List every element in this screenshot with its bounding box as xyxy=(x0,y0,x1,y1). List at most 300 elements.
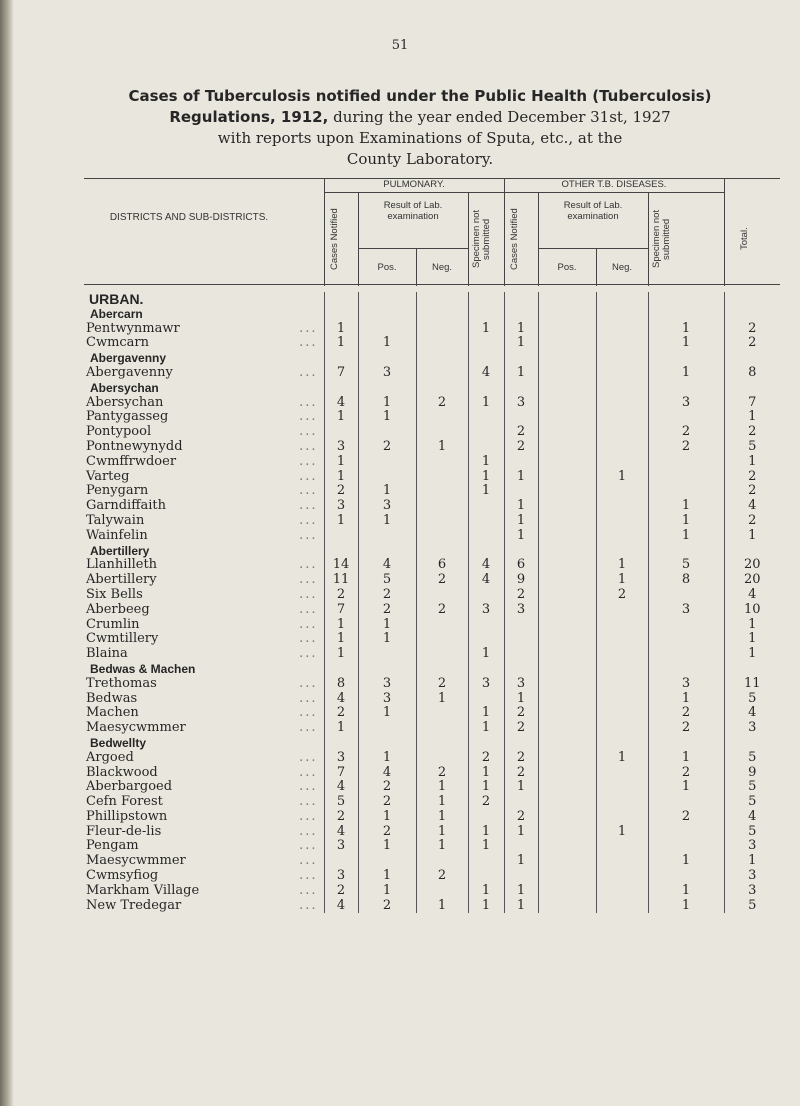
district-name: Pentwynmawr xyxy=(86,321,180,336)
pul-neg-cell xyxy=(416,721,468,736)
pul-specimen-cell xyxy=(468,869,504,884)
total-cell: 4 xyxy=(724,706,780,721)
total-cell: 2 xyxy=(724,470,780,485)
district-name: Cwmsyfiog xyxy=(86,869,159,884)
pul-specimen-cell: 4 xyxy=(468,558,504,573)
leader-dots: ... xyxy=(299,750,318,765)
pul-neg-cell xyxy=(416,470,468,485)
oth-specimen-cell xyxy=(648,647,724,662)
oth-pos-cell xyxy=(538,647,596,662)
oth-neg-header: Neg. xyxy=(611,262,633,273)
pul-neg-cell: 1 xyxy=(416,825,468,840)
leader-dots: ... xyxy=(299,883,318,898)
table-row xyxy=(84,869,780,884)
pul-neg-cell: 1 xyxy=(416,780,468,795)
section-heading: Bedwas & Machen xyxy=(90,661,196,676)
total-cell: 10 xyxy=(724,603,780,618)
pul-specimen-cell: 2 xyxy=(468,795,504,810)
pul-cases-cell: 4 xyxy=(324,692,358,707)
leader-dots: ... xyxy=(299,336,318,351)
pul-cases-cell: 4 xyxy=(324,396,358,411)
pul-cases-cell: 3 xyxy=(324,869,358,884)
table-row xyxy=(84,366,780,381)
oth-specimen-cell: 1 xyxy=(648,899,724,914)
other-tb-header: OTHER T.B. DISEASES. xyxy=(561,179,667,190)
total-cell: 5 xyxy=(724,692,780,707)
pul-specimen-header: Specimen not submitted xyxy=(471,209,492,269)
pul-pos-cell: 1 xyxy=(358,839,416,854)
oth-neg-cell xyxy=(596,795,648,810)
leader-dots: ... xyxy=(299,706,318,721)
oth-cases-cell: 2 xyxy=(504,706,538,721)
pul-neg-cell xyxy=(416,647,468,662)
oth-neg-cell xyxy=(596,854,648,869)
section-row xyxy=(84,381,780,396)
pul-pos-cell xyxy=(358,529,416,544)
tuberculosis-table xyxy=(84,292,780,913)
oth-specimen-cell: 8 xyxy=(648,573,724,588)
pul-cases-cell: 2 xyxy=(324,706,358,721)
oth-neg-cell xyxy=(596,647,648,662)
oth-specimen-cell xyxy=(648,632,724,647)
pul-neg-cell xyxy=(416,618,468,633)
oth-cases-cell: 1 xyxy=(504,780,538,795)
oth-neg-cell: 1 xyxy=(596,825,648,840)
oth-pos-cell xyxy=(538,322,596,337)
pul-pos-header: Pos. xyxy=(377,262,397,273)
oth-neg-cell xyxy=(596,514,648,529)
table-row xyxy=(84,884,780,899)
table-row xyxy=(84,839,780,854)
oth-specimen-cell xyxy=(648,618,724,633)
oth-cases-cell: 1 xyxy=(504,899,538,914)
pul-specimen-cell: 1 xyxy=(468,839,504,854)
leader-dots: ... xyxy=(299,365,318,380)
pul-specimen-cell xyxy=(468,529,504,544)
pul-pos-cell: 4 xyxy=(358,558,416,573)
oth-specimen-cell: 1 xyxy=(648,366,724,381)
table-row xyxy=(84,766,780,781)
pul-cases-cell: 3 xyxy=(324,839,358,854)
district-name: Pontnewynydd xyxy=(86,439,183,454)
oth-neg-cell xyxy=(596,839,648,854)
table-row xyxy=(84,322,780,337)
total-cell: 1 xyxy=(724,618,780,633)
pul-cases-cell: 7 xyxy=(324,766,358,781)
district-name: Talywain xyxy=(86,513,145,528)
oth-neg-cell xyxy=(596,484,648,499)
oth-specimen-cell xyxy=(648,825,724,840)
district-name: Argoed xyxy=(86,750,134,765)
leader-dots: ... xyxy=(299,439,318,454)
district-name: Markham Village xyxy=(86,883,200,898)
oth-specimen-cell: 3 xyxy=(648,677,724,692)
oth-cases-cell xyxy=(504,618,538,633)
oth-specimen-cell: 3 xyxy=(648,603,724,618)
leader-dots: ... xyxy=(299,513,318,528)
table-row xyxy=(84,410,780,425)
pul-pos-cell xyxy=(358,721,416,736)
pul-pos-cell: 1 xyxy=(358,810,416,825)
district-name: Cwmcarn xyxy=(86,336,150,351)
title-line-1: Cases of Tuberculosis notified under the Public Health (Tuberculosis) xyxy=(128,87,712,105)
district-name: Aberbeeg xyxy=(86,602,150,617)
pul-cases-cell: 2 xyxy=(324,588,358,603)
oth-pos-header: Pos. xyxy=(557,262,577,273)
leader-dots: ... xyxy=(299,410,318,425)
oth-cases-cell xyxy=(504,632,538,647)
pul-pos-cell: 3 xyxy=(358,692,416,707)
table-row xyxy=(84,795,780,810)
total-cell: 2 xyxy=(724,322,780,337)
oth-pos-cell xyxy=(538,884,596,899)
pul-neg-cell xyxy=(416,632,468,647)
oth-specimen-cell: 1 xyxy=(648,514,724,529)
leader-dots: ... xyxy=(299,632,318,647)
pul-neg-cell xyxy=(416,884,468,899)
pul-pos-cell: 2 xyxy=(358,825,416,840)
district-name: Wainfelin xyxy=(86,528,148,543)
table-row xyxy=(84,529,780,544)
section-row xyxy=(84,662,780,677)
table-header xyxy=(84,178,780,286)
oth-neg-cell: 1 xyxy=(596,470,648,485)
oth-specimen-cell: 1 xyxy=(648,529,724,544)
section-heading: URBAN. xyxy=(89,292,144,307)
leader-dots: ... xyxy=(299,558,318,573)
oth-pos-cell xyxy=(538,795,596,810)
pul-pos-cell: 2 xyxy=(358,780,416,795)
pul-pos-cell: 2 xyxy=(358,603,416,618)
total-cell: 5 xyxy=(724,825,780,840)
pul-pos-cell xyxy=(358,647,416,662)
oth-cases-cell: 6 xyxy=(504,558,538,573)
section-row xyxy=(84,544,780,559)
oth-cases-cell xyxy=(504,869,538,884)
pul-specimen-cell: 1 xyxy=(468,396,504,411)
district-name: Penygarn xyxy=(86,484,149,499)
pul-neg-cell xyxy=(416,336,468,351)
oth-pos-cell xyxy=(538,558,596,573)
district-name: Pengam xyxy=(86,839,139,854)
leader-dots: ... xyxy=(299,484,318,499)
pul-specimen-cell: 1 xyxy=(468,455,504,470)
pul-pos-cell: 5 xyxy=(358,573,416,588)
oth-neg-cell: 1 xyxy=(596,573,648,588)
pul-neg-cell xyxy=(416,410,468,425)
pul-cases-cell: 1 xyxy=(324,514,358,529)
oth-specimen-cell xyxy=(648,588,724,603)
pul-specimen-cell xyxy=(468,692,504,707)
oth-pos-cell xyxy=(538,573,596,588)
oth-cases-cell: 3 xyxy=(504,603,538,618)
pul-specimen-cell xyxy=(468,425,504,440)
total-cell: 5 xyxy=(724,780,780,795)
pul-cases-cell: 4 xyxy=(324,825,358,840)
oth-pos-cell xyxy=(538,618,596,633)
oth-neg-cell xyxy=(596,336,648,351)
district-name: Bedwas xyxy=(86,691,138,706)
pulmonary-header: PULMONARY. xyxy=(383,179,445,190)
pul-specimen-cell: 1 xyxy=(468,899,504,914)
pul-neg-cell xyxy=(416,499,468,514)
oth-neg-cell xyxy=(596,780,648,795)
table-row xyxy=(84,632,780,647)
oth-specimen-cell: 1 xyxy=(648,884,724,899)
oth-pos-cell xyxy=(538,854,596,869)
oth-pos-cell xyxy=(538,529,596,544)
total-cell: 20 xyxy=(724,573,780,588)
oth-pos-cell xyxy=(538,632,596,647)
oth-cases-cell xyxy=(504,795,538,810)
oth-neg-cell xyxy=(596,322,648,337)
oth-specimen-cell: 2 xyxy=(648,425,724,440)
leader-dots: ... xyxy=(299,795,318,810)
pul-cases-cell: 3 xyxy=(324,440,358,455)
district-name: Varteg xyxy=(86,469,130,484)
district-name: Blaina xyxy=(86,647,128,662)
table-row xyxy=(84,706,780,721)
table-row xyxy=(84,603,780,618)
leader-dots: ... xyxy=(299,854,318,869)
table-row xyxy=(84,484,780,499)
table-row xyxy=(84,588,780,603)
table-row xyxy=(84,455,780,470)
oth-neg-cell xyxy=(596,632,648,647)
oth-specimen-cell: 1 xyxy=(648,854,724,869)
district-name: Pontypool xyxy=(86,425,152,440)
leader-dots: ... xyxy=(299,425,318,440)
leader-dots: ... xyxy=(299,587,318,602)
district-name: New Tredegar xyxy=(86,898,182,913)
pul-specimen-cell: 1 xyxy=(468,470,504,485)
total-cell: 4 xyxy=(724,499,780,514)
section-heading: Abertillery xyxy=(90,543,150,558)
oth-neg-cell: 2 xyxy=(596,588,648,603)
oth-neg-cell: 1 xyxy=(596,558,648,573)
district-name: Abersychan xyxy=(86,395,164,410)
pul-pos-cell: 1 xyxy=(358,706,416,721)
pul-cases-cell: 2 xyxy=(324,810,358,825)
oth-neg-cell xyxy=(596,706,648,721)
oth-specimen-cell: 1 xyxy=(648,780,724,795)
pul-specimen-cell: 1 xyxy=(468,322,504,337)
table-row xyxy=(84,440,780,455)
table-row xyxy=(84,899,780,914)
oth-cases-cell xyxy=(504,484,538,499)
pul-neg-header: Neg. xyxy=(431,262,453,273)
pul-specimen-cell: 1 xyxy=(468,706,504,721)
oth-specimen-cell xyxy=(648,795,724,810)
oth-specimen-cell: 2 xyxy=(648,440,724,455)
pul-cases-cell: 11 xyxy=(324,573,358,588)
pul-neg-cell: 1 xyxy=(416,899,468,914)
total-cell: 1 xyxy=(724,854,780,869)
pul-neg-cell: 2 xyxy=(416,677,468,692)
total-cell: 9 xyxy=(724,766,780,781)
oth-result-header: Result of Lab. examination xyxy=(563,200,623,222)
total-cell: 3 xyxy=(724,839,780,854)
total-cell: 11 xyxy=(724,677,780,692)
oth-neg-cell xyxy=(596,425,648,440)
oth-specimen-cell xyxy=(648,410,724,425)
oth-cases-cell: 2 xyxy=(504,766,538,781)
total-cell: 1 xyxy=(724,455,780,470)
leader-dots: ... xyxy=(299,824,318,839)
pul-cases-cell: 1 xyxy=(324,618,358,633)
oth-specimen-cell xyxy=(648,455,724,470)
oth-cases-cell xyxy=(504,839,538,854)
leader-dots: ... xyxy=(299,765,318,780)
pul-specimen-cell: 1 xyxy=(468,766,504,781)
table-row xyxy=(84,780,780,795)
oth-cases-cell xyxy=(504,410,538,425)
pul-pos-cell: 1 xyxy=(358,396,416,411)
pul-specimen-cell: 1 xyxy=(468,825,504,840)
pul-cases-cell: 1 xyxy=(324,647,358,662)
district-name: Cefn Forest xyxy=(86,795,163,810)
oth-specimen-cell: 1 xyxy=(648,751,724,766)
pul-pos-cell: 1 xyxy=(358,751,416,766)
oth-cases-cell: 1 xyxy=(504,884,538,899)
page-edge-shadow xyxy=(0,0,14,1106)
oth-pos-cell xyxy=(538,899,596,914)
total-cell: 2 xyxy=(724,514,780,529)
oth-specimen-cell: 1 xyxy=(648,499,724,514)
oth-pos-cell xyxy=(538,588,596,603)
oth-neg-cell xyxy=(596,810,648,825)
oth-cases-cell: 3 xyxy=(504,677,538,692)
leader-dots: ... xyxy=(299,721,318,736)
pul-pos-cell: 2 xyxy=(358,588,416,603)
pul-specimen-cell xyxy=(468,514,504,529)
title-line-4: County Laboratory. xyxy=(346,150,494,168)
district-name: Trethomas xyxy=(86,676,157,691)
pul-neg-cell xyxy=(416,529,468,544)
oth-pos-cell xyxy=(538,514,596,529)
oth-neg-cell xyxy=(596,618,648,633)
oth-specimen-cell xyxy=(648,869,724,884)
pul-cases-cell: 1 xyxy=(324,410,358,425)
district-name: Six Bells xyxy=(86,587,143,602)
district-name: Garndiffaith xyxy=(86,499,166,514)
leader-dots: ... xyxy=(299,691,318,706)
pul-cases-cell: 4 xyxy=(324,899,358,914)
title-line-2-bold: Regulations, 1912, xyxy=(169,108,329,126)
oth-cases-cell: 2 xyxy=(504,810,538,825)
pul-specimen-cell xyxy=(468,618,504,633)
total-cell: 2 xyxy=(724,425,780,440)
oth-neg-cell xyxy=(596,455,648,470)
pul-cases-cell: 1 xyxy=(324,721,358,736)
district-name: Machen xyxy=(86,706,139,721)
page-title xyxy=(40,86,800,170)
total-cell: 5 xyxy=(724,440,780,455)
pul-pos-cell: 1 xyxy=(358,632,416,647)
section-row xyxy=(84,351,780,366)
oth-pos-cell xyxy=(538,425,596,440)
oth-specimen-cell: 2 xyxy=(648,766,724,781)
pul-pos-cell xyxy=(358,425,416,440)
oth-pos-cell xyxy=(538,484,596,499)
section-heading: Abersychan xyxy=(90,380,159,395)
pul-cases-cell xyxy=(324,854,358,869)
district-name: Maesycwmmer xyxy=(86,721,186,736)
table-row xyxy=(84,396,780,411)
pul-specimen-cell: 3 xyxy=(468,603,504,618)
oth-pos-cell xyxy=(538,470,596,485)
district-name: Cwmtillery xyxy=(86,632,159,647)
district-name: Fleur-de-lis xyxy=(86,824,162,839)
oth-cases-cell: 2 xyxy=(504,588,538,603)
district-name: Crumlin xyxy=(86,617,140,632)
pul-specimen-cell xyxy=(468,440,504,455)
leader-dots: ... xyxy=(299,647,318,662)
oth-pos-cell xyxy=(538,839,596,854)
pul-neg-cell xyxy=(416,366,468,381)
oth-specimen-cell xyxy=(648,839,724,854)
oth-neg-cell xyxy=(596,869,648,884)
oth-pos-cell xyxy=(538,677,596,692)
oth-specimen-header: Specimen not submitted xyxy=(651,209,672,269)
pul-specimen-cell xyxy=(468,810,504,825)
pul-pos-cell: 2 xyxy=(358,899,416,914)
pul-neg-cell: 1 xyxy=(416,440,468,455)
total-cell: 4 xyxy=(724,810,780,825)
pul-neg-cell xyxy=(416,425,468,440)
leader-dots: ... xyxy=(299,839,318,854)
total-cell: 5 xyxy=(724,899,780,914)
oth-specimen-cell: 1 xyxy=(648,336,724,351)
pul-neg-cell: 6 xyxy=(416,558,468,573)
oth-cases-cell xyxy=(504,647,538,662)
oth-neg-cell xyxy=(596,677,648,692)
pul-neg-cell xyxy=(416,854,468,869)
oth-neg-cell xyxy=(596,396,648,411)
total-cell: 1 xyxy=(724,632,780,647)
pul-cases-cell: 7 xyxy=(324,366,358,381)
pul-pos-cell: 1 xyxy=(358,884,416,899)
table-row xyxy=(84,810,780,825)
oth-neg-cell xyxy=(596,410,648,425)
pul-cases-cell: 1 xyxy=(324,455,358,470)
leader-dots: ... xyxy=(299,617,318,632)
district-name: Cwmffrwdoer xyxy=(86,454,177,469)
oth-pos-cell xyxy=(538,780,596,795)
pul-neg-cell: 2 xyxy=(416,396,468,411)
oth-neg-cell xyxy=(596,884,648,899)
pul-specimen-cell: 4 xyxy=(468,573,504,588)
leader-dots: ... xyxy=(299,898,318,913)
oth-pos-cell xyxy=(538,396,596,411)
pul-specimen-cell xyxy=(468,499,504,514)
pul-pos-cell: 3 xyxy=(358,366,416,381)
pul-pos-cell xyxy=(358,322,416,337)
leader-dots: ... xyxy=(299,454,318,469)
pul-pos-cell: 2 xyxy=(358,795,416,810)
oth-cases-cell: 1 xyxy=(504,366,538,381)
oth-cases-cell: 2 xyxy=(504,425,538,440)
pul-cases-cell: 1 xyxy=(324,322,358,337)
oth-neg-cell xyxy=(596,366,648,381)
oth-cases-cell: 1 xyxy=(504,514,538,529)
pul-neg-cell: 1 xyxy=(416,692,468,707)
pul-pos-cell: 3 xyxy=(358,499,416,514)
pul-neg-cell xyxy=(416,484,468,499)
pul-cases-cell xyxy=(324,529,358,544)
pul-specimen-cell: 1 xyxy=(468,884,504,899)
table-row xyxy=(84,618,780,633)
